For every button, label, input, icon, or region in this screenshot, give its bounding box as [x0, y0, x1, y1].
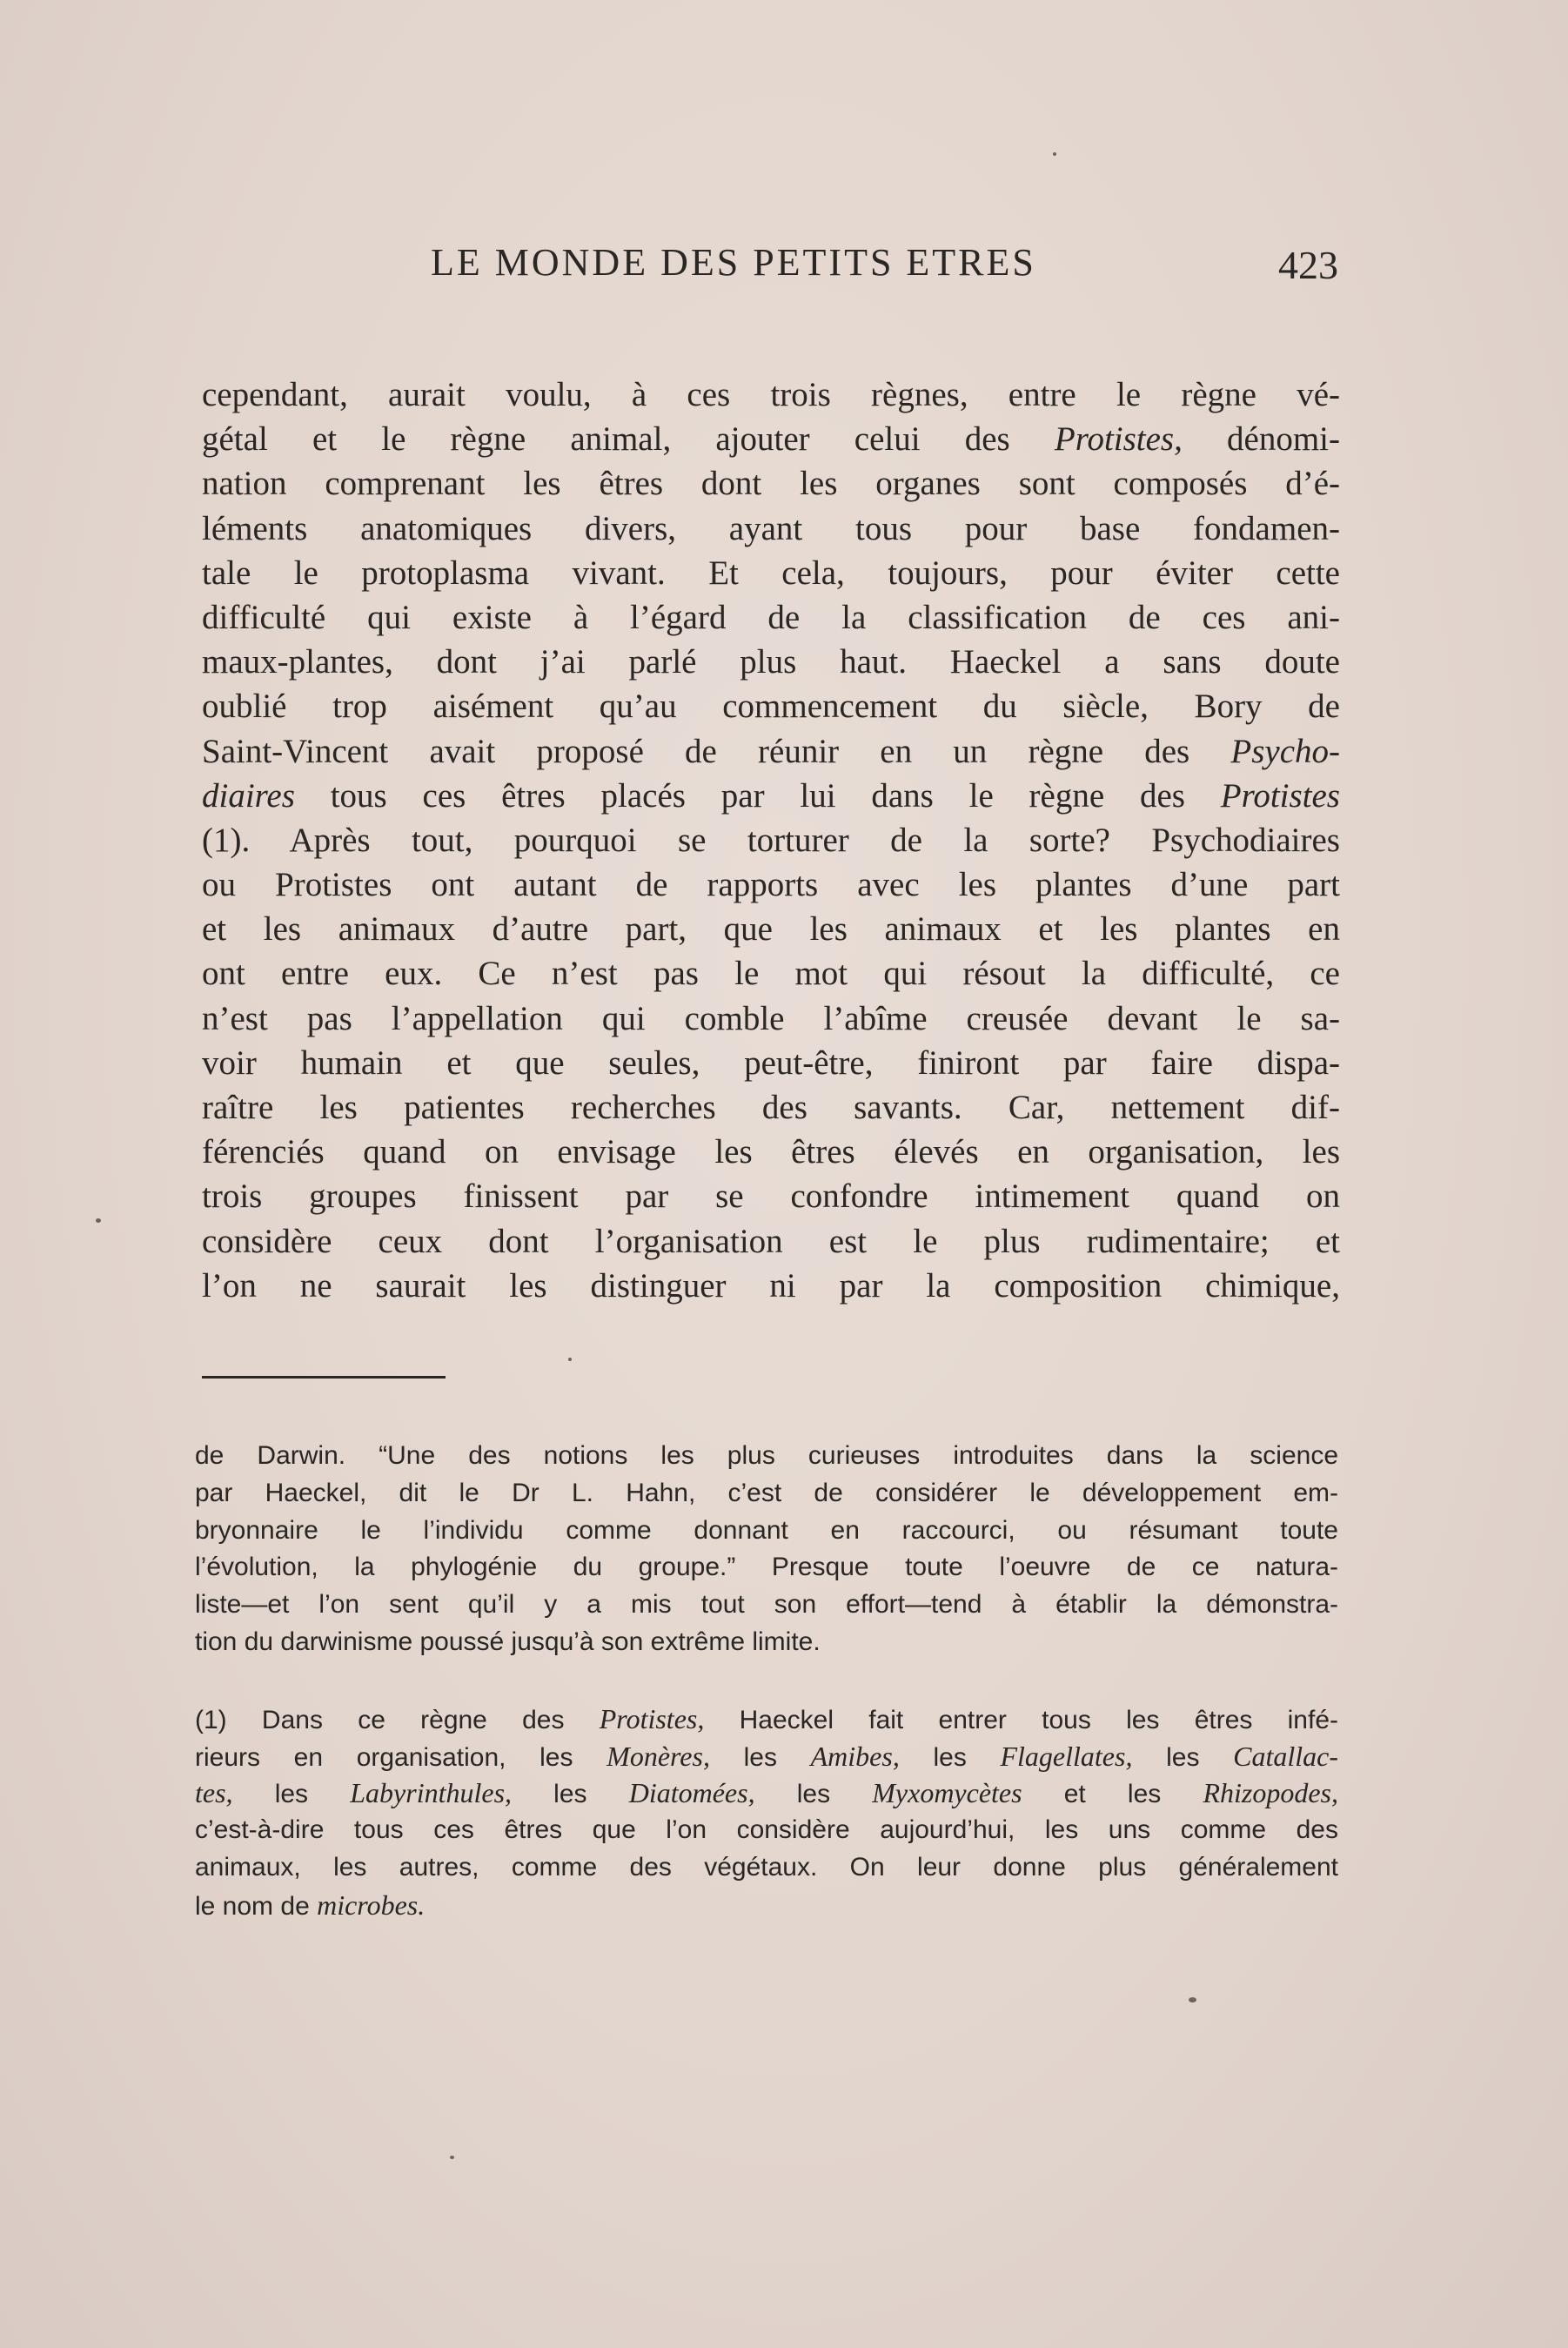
footnote-rule	[202, 1376, 446, 1379]
main-text	[202, 372, 1340, 1308]
text-line	[202, 372, 1340, 417]
italic-text: Flagellates,	[1000, 1740, 1133, 1772]
text-run: rieurs en organisation, les	[195, 1742, 607, 1772]
running-head	[200, 237, 1349, 289]
italic-text: Myxomycètes	[872, 1777, 1022, 1809]
text-run: les	[232, 1780, 351, 1809]
text-line	[202, 818, 1340, 862]
italic-text: diaires	[202, 776, 295, 815]
text-run: les	[754, 1780, 873, 1809]
page-number: 423	[1278, 243, 1338, 287]
footnote-line	[195, 1849, 1338, 1887]
paper-speck	[96, 1218, 101, 1223]
italic-text: Protistes,	[1054, 420, 1183, 459]
text-run: le nom de	[195, 1891, 318, 1921]
text-run: difficulté qui existe à l’égard de la classification de ces ani-	[202, 598, 1340, 636]
footnote-line	[195, 1513, 1338, 1550]
paper-speck	[1053, 152, 1056, 156]
footnote-1	[195, 1701, 1338, 1924]
text-run: maux-plantes, dont j’ai parlé plus haut. Haeckel a sans doute	[202, 643, 1340, 681]
paper-speck	[1189, 1997, 1196, 2003]
text-run: (1). Après tout, pourquoi se torturer de la sorte? Psychodiaires	[202, 821, 1340, 859]
italic-text: Protistes,	[599, 1702, 705, 1734]
italic-text: microbes.	[317, 1888, 426, 1921]
text-run: liste—et l’on sent qu’il y a mis tout son effort—tend à établir la démonstra-	[195, 1590, 1338, 1620]
text-run: et les	[1022, 1780, 1203, 1809]
italic-text: Amibes,	[810, 1740, 900, 1772]
text-run: ont entre eux. Ce n’est pas le mot qui résout la difficulté, ce	[202, 955, 1340, 993]
italic-text: Protistes	[1220, 776, 1340, 815]
text-run: les	[709, 1742, 811, 1772]
text-run: les	[1132, 1742, 1234, 1772]
text-line	[202, 862, 1340, 907]
paper-speck	[568, 1358, 572, 1361]
italic-text: Monères,	[606, 1740, 710, 1772]
text-line	[202, 595, 1340, 640]
text-line	[202, 461, 1340, 506]
footnote-gap	[195, 1661, 1338, 1701]
text-run: de Darwin. “Une des notions les plus curieuses introduites dans la science	[195, 1441, 1338, 1470]
text-run: cependant, aurait voulu, à ces trois règnes, entre le règne vé-	[202, 376, 1340, 413]
footnote-line	[195, 1624, 1338, 1661]
italic-text: Rhizopodes,	[1203, 1777, 1338, 1809]
text-line	[202, 907, 1340, 951]
text-run: nation comprenant les êtres dont les organes sont composés d’é-	[202, 465, 1340, 503]
italic-text: Catallac-	[1233, 1740, 1338, 1772]
text-run: les	[512, 1780, 629, 1809]
footnotes	[195, 1438, 1338, 1924]
text-run: trois groupes finissent par se confondre intimement quand on	[202, 1177, 1340, 1216]
text-line	[202, 774, 1340, 818]
text-run: c’est-à-dire tous ces êtres que l’on considère aujourd’hui, les uns comme des	[195, 1815, 1338, 1845]
text-run: tous ces êtres placés par lui dans le règne des	[294, 776, 1221, 815]
footnote-line	[195, 1887, 1338, 1924]
italic-text: Diatomées,	[628, 1777, 755, 1809]
text-line	[202, 1041, 1340, 1085]
footnote-line	[195, 1738, 1338, 1775]
footnote-line	[195, 1701, 1338, 1738]
paper-speck	[450, 2156, 454, 2159]
text-line	[202, 996, 1340, 1041]
text-line	[202, 1219, 1340, 1264]
italic-text: tes,	[195, 1777, 233, 1809]
text-run: Haeckel fait entrer tous les êtres infé-	[704, 1705, 1338, 1734]
text-run: ou Protistes ont autant de rapports avec les plantes d’une part	[202, 866, 1340, 904]
text-run: bryonnaire le l’individu comme donnant en raccourci, ou résumant toute	[195, 1515, 1338, 1545]
text-run: par Haeckel, dit le Dr L. Hahn, c’est de considérer le développement em-	[195, 1478, 1338, 1507]
text-run: oublié trop aisément qu’au commencement du siècle, Bory de	[202, 688, 1340, 726]
text-line	[202, 1264, 1340, 1308]
text-line	[202, 551, 1340, 595]
text-run: l’on ne saurait les distinguer ni par la composition chimique,	[202, 1266, 1340, 1305]
text-run: Saint-Vincent avait proposé de réunir en un règne des	[202, 732, 1231, 770]
text-run: raître les patientes recherches des savants. Car, nettement dif-	[202, 1089, 1340, 1126]
text-run: léments anatomiques divers, ayant tous pour base fondamen-	[202, 509, 1340, 547]
text-line	[202, 417, 1340, 461]
text-run: voir humain et que seules, peut-être, finiront par faire dispa-	[202, 1043, 1340, 1082]
text-line	[202, 640, 1340, 684]
text-run: gétal et le règne animal, ajouter celui des	[202, 420, 1055, 459]
text-run: n’est pas l’appellation qui comble l’abîme creusée devant le sa-	[202, 999, 1340, 1037]
text-run: tale le protoplasma vivant. Et cela, toujours, pour éviter cette	[202, 553, 1340, 592]
text-run: dénomi-	[1182, 420, 1341, 459]
footnote-line	[195, 1812, 1338, 1849]
text-run: l’évolution, la phylogénie du groupe.” Presque toute l’oeuvre de ce natura-	[195, 1553, 1338, 1582]
footnote-line	[195, 1438, 1338, 1475]
text-run: et les animaux d’autre part, que les animaux et les plantes en	[202, 910, 1340, 949]
italic-text: Labyrinthules,	[350, 1777, 513, 1809]
text-line	[202, 506, 1340, 551]
text-run: (1) Dans ce règne des	[195, 1705, 600, 1734]
italic-text: Psycho-	[1230, 732, 1340, 770]
text-line	[202, 684, 1340, 728]
text-run: tion du darwinisme poussé jusqu’à son extrême limite.	[195, 1627, 821, 1656]
footnote-line	[195, 1475, 1338, 1513]
footnote-line	[195, 1549, 1338, 1587]
footnote-line	[195, 1774, 1338, 1812]
footnote-continued	[195, 1438, 1338, 1661]
text-line	[202, 1130, 1340, 1174]
text-line	[202, 951, 1340, 996]
text-run: les	[899, 1742, 1001, 1772]
text-run: animaux, les autres, comme des végétaux. On leur donne plus généralement	[195, 1852, 1338, 1882]
text-run: considère ceux dont l’organisation est le plus rudimentaire; et	[202, 1222, 1340, 1260]
text-line	[202, 729, 1340, 774]
text-line	[202, 1085, 1340, 1130]
footnote-line	[195, 1587, 1338, 1624]
text-run: férenciés quand on envisage les êtres élevés en organisation, les	[202, 1133, 1340, 1171]
running-title: LE MONDE DES PETITS ETRES	[431, 241, 1036, 284]
text-line	[202, 1174, 1340, 1218]
